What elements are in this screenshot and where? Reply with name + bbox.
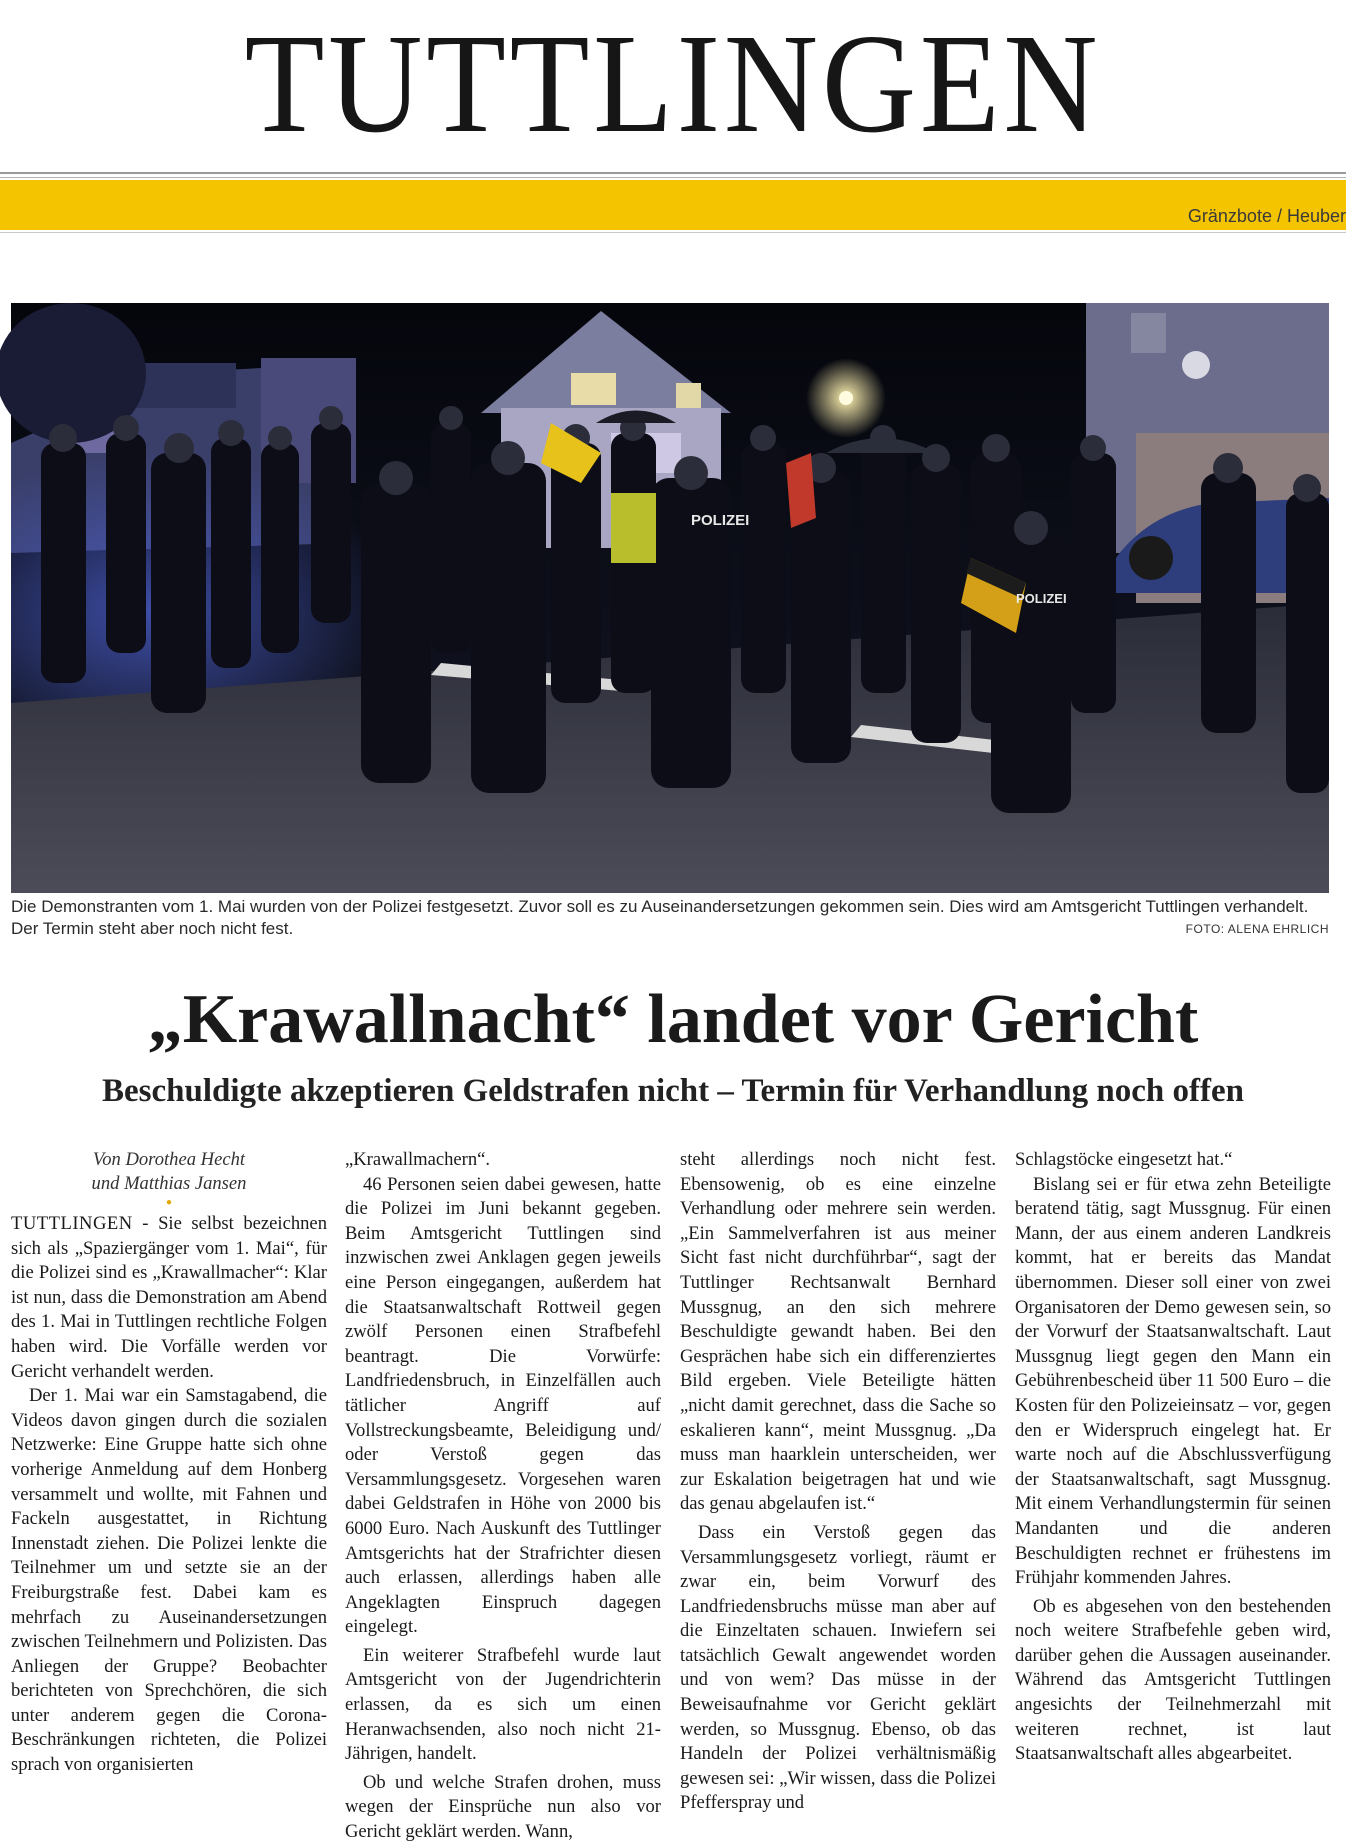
police-vest-label: POLIZEI (691, 512, 750, 529)
dateline: TUTTLINGEN (11, 1213, 133, 1234)
byline-line-2: und Matthias Jansen (91, 1173, 247, 1194)
band-divider (0, 232, 1346, 233)
article-paragraph: Schlagstöcke eingesetzt hat.“ (1015, 1149, 1233, 1170)
newspaper-title: TUTTLINGEN (244, 4, 1102, 162)
byline-line-1: Von Dorothea Hecht (92, 1149, 246, 1170)
article-column-2 (345, 1148, 661, 1845)
section-color-band (0, 180, 1346, 230)
article-column-4 (1015, 1148, 1331, 1767)
article-paragraph: Der 1. Mai war ein Samstagabend, die Videos davon gingen durch die sozialen Netzwerke: Eine Gruppe hatte sich ohne vorherige Anmeldung auf dem Honberg versammelt und wollte, mit Fahnen und Fackeln ausgestattet, in Richtung Innenstadt ziehen. Die Polizei lenkte die Teilnehmer um und setzte sie an der Freiburgstraße fest. Dabei kam es mehrfach zu Auseinandersetzungen zwischen Teilnehmern und Polizisten. Das Anliegen der Gruppe? Beobachter berichteten von Sprechchören, die sich unter anderem gegen die Corona-Beschränkungen richteten, die Polizei sprach von organisierten (11, 1385, 327, 1776)
article-subheadline: Beschuldigte akzeptieren Geldstrafen nicht – Termin für Verhandlung noch offen (102, 1073, 1244, 1109)
article-paragraph (11, 1212, 327, 1384)
article-headline: „Krawallnacht“ landet vor Gericht (147, 981, 1199, 1058)
photo-caption: Die Demonstranten vom 1. Mai wurden von der Polizei festgesetzt. Zuvor soll es zu Auseinandersetzungen gekommen sein. Dies wird am Amtsgericht Tuttlingen verhandelt. Der Termin steht aber noch nicht fest. (11, 897, 1309, 938)
photo-credit: FOTO: ALENA EHRLICH (1185, 922, 1329, 936)
article-paragraph: Bislang sei er für etwa zehn Beteiligte beratend tätig, sagt Mussgnug. Für einen Mann, der aus einem anderen Landkreis kommt, hat er bereits das Mandat übernommen. Dieser soll einer von zwei Organisatoren der Demo gewesen sein, so der Vorwurf der Staatsanwaltschaft. Laut Mussgnug liegt gegen den Mann ein Gebührenbescheid über 11 500 Euro – die Kosten für den Polizeieinsatz – vor, gegen den er Widerspruch eingelegt hat. Er warte noch auf die Abschlussverfügung der Staatsanwaltschaft, sagt Mussgnug. Mit einem Verhandlungstermin für seinen Mandanten und die anderen Beschuldigten rechnet er frühestens im Frühjahr kommenden Jahres. (1015, 1173, 1331, 1589)
article-paragraph: Ein weiterer Strafbefehl wurde laut Amtsgericht von der Jugendrichterin erlassen, da es sich um einen Heranwachsenden, also noch nicht 21-Jährigen, handelt. (345, 1644, 661, 1765)
article-paragraph: „Krawallmachern“. (345, 1149, 491, 1170)
masthead (0, 0, 1346, 170)
edition-label: Gränzbote / Heuber (1187, 206, 1346, 226)
paragraph-text: - Sie selbst bezeichnen sich als „Spaziergänger vom 1. Mai“, für die Polizei sind es „Krawallmacher“: Klar ist nun, dass die Demonstration am Abend des 1. Mai in Tuttlingen rechtliche Folgen haben wird. Die Vorfälle werden vor Gericht verhandelt werden. (11, 1213, 327, 1382)
article-paragraph: Ob und welche Strafen drohen, muss wegen der Einsprüche nun also vor Gericht geklärt werden. Wann, (345, 1771, 661, 1843)
article-paragraph: 46 Personen seien dabei gewesen, hatte die Polizei im Juni bekannt gegeben. Beim Amtsgericht Tuttlingen sind inzwischen zwei Anklagen gegen jeweils eine Person eingegangen, außerdem hat die Staatsanwaltschaft Rottweil gegen zwölf Personen einen Strafbefehl beantragt. Die Vorwürfe: Landfriedensbruch, in Einzelfällen auch tätlicher Angriff auf Vollstreckungsbeamte, Beleidigung und/ oder Verstoß gegen das Versammlungsgesetz. Vorgesehen waren dabei Geldstrafen in Höhe von 2000 bis 6000 Euro. Nach Auskunft des Tuttlinger Amtsgerichts hat der Strafrichter diesen auch erlassen, allerdings haben alle Angeklagten Einspruch dagegen eingelegt. (345, 1173, 661, 1638)
night-demonstration-illustration (11, 303, 1329, 893)
article-photo (11, 303, 1329, 893)
byline (11, 1148, 327, 1196)
police-vest-label: POLIZEI (1016, 591, 1067, 606)
article-paragraph: steht allerdings noch nicht fest. Ebensowenig, ob es eine einzelne Verhandlung oder mehrere sein werden. „Ein Sammelverfahren ist aus meiner Sicht fast nicht durchführbar“, sagt der Tuttlinger Rechtsanwalt Bernhard Mussgnug, an den sich mehrere Beschuldigte gewandt haben. Bei den Gesprächen habe sich ein differenziertes Bild ergeben. Viele Beteiligte hätten „nicht damit gerechnet, dass die Sache so eskalieren kann“, meint Mussgnug. „Da muss man haarklein unterscheiden, wer zur Eskalation beigetragen hat und wie das genau abgelaufen ist.“ (680, 1149, 996, 1515)
byline-separator-dot: ● (165, 1197, 173, 1208)
article-paragraph: Ob es abgesehen von den bestehenden noch weitere Strafbefehle geben wird, darüber gehen die Aussagen auseinander. Während das Amtsgericht Tuttlingen angesichts der Teilnehmerzahl mit weiteren rechnet, ist laut Staatsanwaltschaft alles abgearbeitet. (1015, 1595, 1331, 1765)
article-column-1 (11, 1148, 327, 1778)
article-column-3 (680, 1148, 996, 1816)
masthead-divider-secondary (0, 177, 1346, 178)
masthead-divider (0, 172, 1346, 174)
article-paragraph: Dass ein Verstoß gegen das Versammlungsgesetz vorliegt, räumt er zwar ein, beim Vorwurf des Landfriedensbruchs müsse man aber auf die Einzeltaten schauen. Inwiefern sei tatsächlich Gewalt angewendet worden und von wem? Das müsse in der Beweisaufnahme vor Gericht geklärt werden, so Mussgnug. Ebenso, ob das Handeln der Polizei verhältnismäßig gewesen sei: „Wir wissen, dass die Polizei Pfefferspray und (680, 1521, 996, 1814)
